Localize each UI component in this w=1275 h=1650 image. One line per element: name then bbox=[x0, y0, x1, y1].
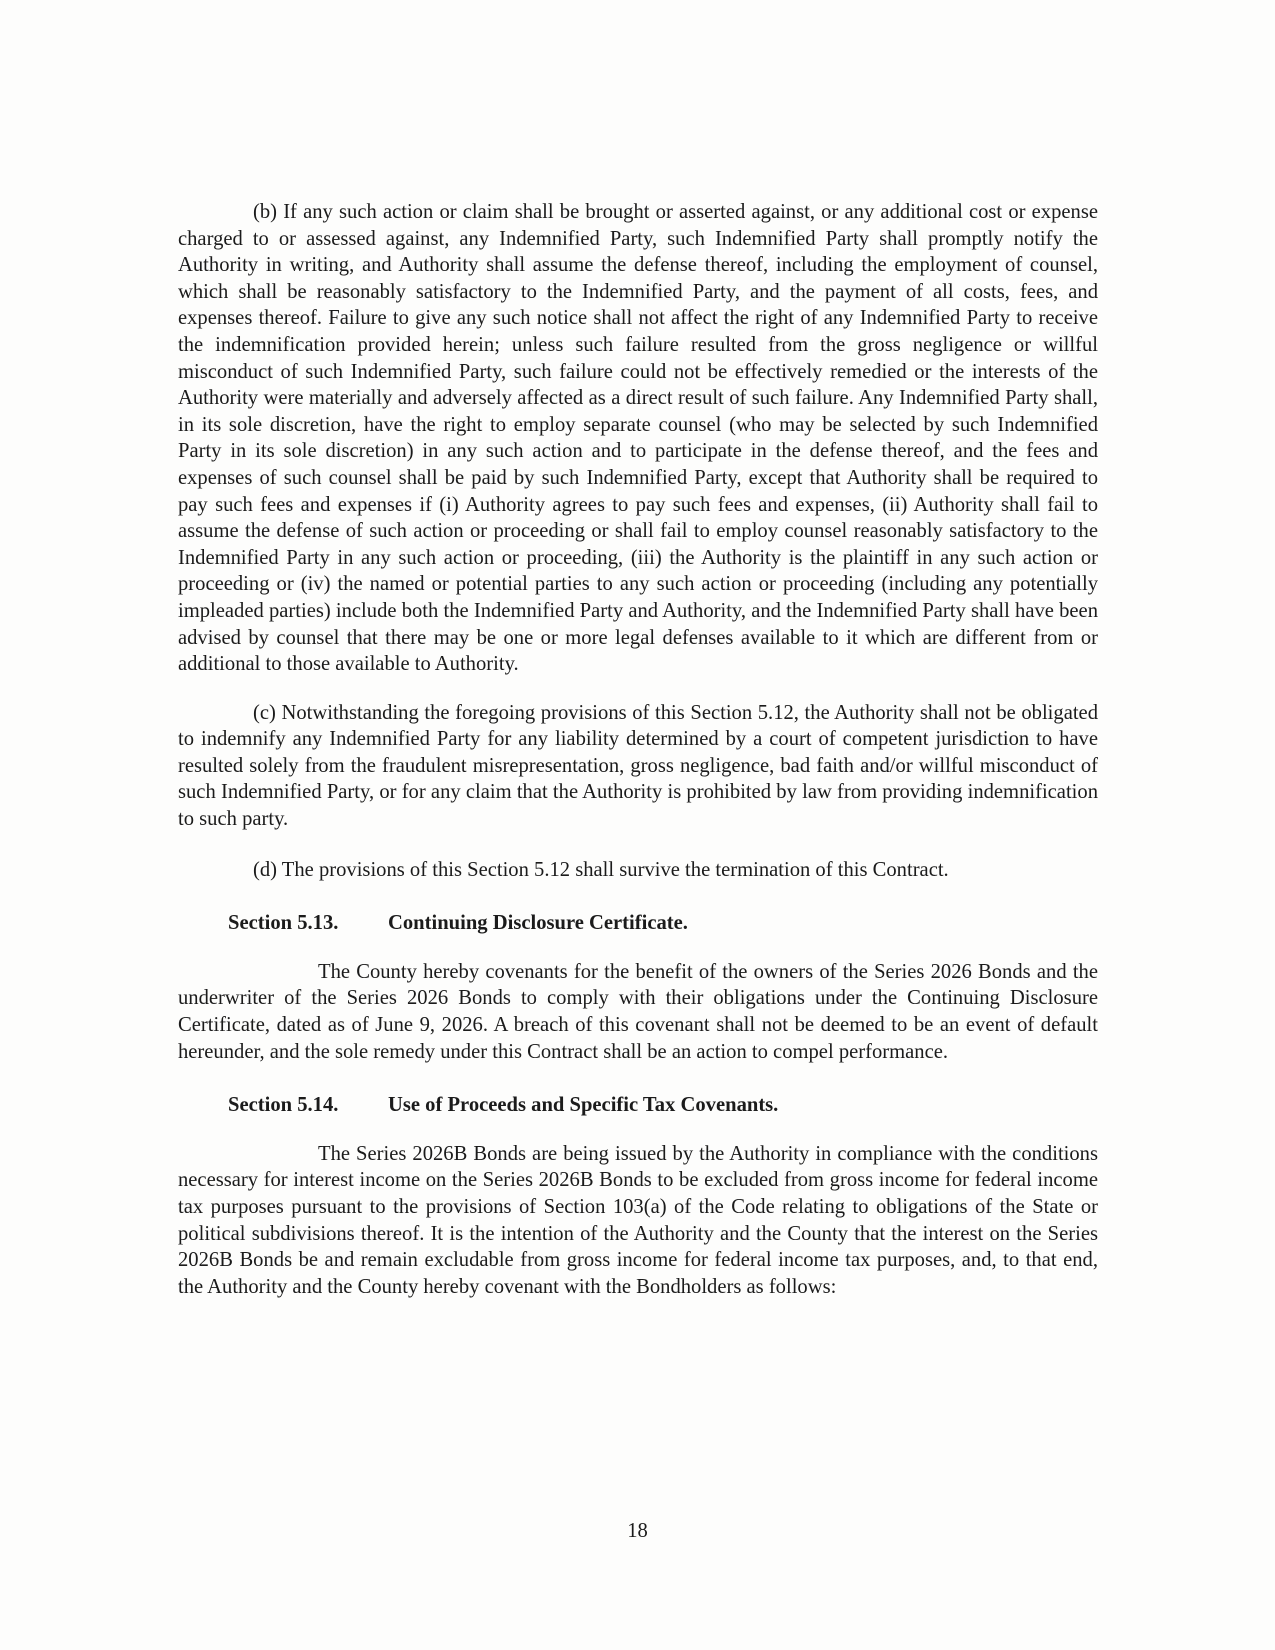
paragraph-c: (c) Notwithstanding the foregoing provisions of this Section 5.12, the Authority shall not be obligated to indemnify any Indemnified Party for any liability determined by a court of competent jurisdiction to have resulted solely from the fraudulent misrepresentation, gross negligence, bad faith and/or willful misconduct of such Indemnified Party, or for any claim that the Authority is prohibited by law from providing indemnification to such party. bbox=[178, 701, 1098, 831]
paragraph-b: (b) If any such action or claim shall be brought or asserted against, or any additional cost or expense charged to or assessed against, any Indemnified Party, such Indemnified Party shall promptly notify the Authority in writing, and Authority shall assume the defense thereof, including the employment of counsel, which shall be reasonably satisfactory to the Indemnified Party, and the payment of all costs, fees, and expenses thereof. Failure to give any such notice shall not affect the right of any Indemnified Party to receive the indemnification provided herein; unless such failure resulted from the gross negligence or willful misconduct of such Indemnified Party, such failure could not be effectively remedied or the interests of the Authority were materially and adversely affected as a direct result of such failure. Any Indemnified Party shall, in its sole discretion, have the right to employ separate counsel (who may be selected by such Indemnified Party in its sole discretion) in any such action and to participate in the defense thereof, and the fees and expenses of such counsel shall be paid by such Indemnified Party, except that Authority shall be required to pay such fees and expenses if (i) Authority agrees to pay such fees and expenses, (ii) Authority shall fail to assume the defense of such action or proceeding or shall fail to employ counsel reasonably satisfactory to the Indemnified Party in any such action or proceeding, (iii) the Authority is the plaintiff in any such action or proceeding or (iv) the named or potential parties to any such action or proceeding (including any potentially impleaded parties) include both the Indemnified Party and Authority, and the Indemnified Party shall have been advised by counsel that there may be one or more legal defenses available to it which are different from or additional to those available to Authority. bbox=[178, 201, 1098, 676]
section-5-14-heading bbox=[178, 1092, 1098, 1119]
page-body bbox=[178, 199, 1098, 1300]
section-5-13-heading bbox=[178, 910, 1098, 937]
section-5-13-title: Continuing Disclosure Certificate. bbox=[388, 912, 688, 935]
section-5-14-number: Section 5.14. bbox=[228, 1094, 339, 1117]
section-5-13-number: Section 5.13. bbox=[228, 912, 339, 935]
paragraph-d: (d) The provisions of this Section 5.12 shall survive the termination of this Contract. bbox=[253, 858, 949, 881]
section-5-14-title: Use of Proceeds and Specific Tax Covenants. bbox=[388, 1094, 779, 1117]
section-5-13-body: The County hereby covenants for the benefit of the owners of the Series 2026 Bonds and the underwriter of the Series 2026 Bonds to comply with their obligations under the Continuing Disclosure Certificate, dated as of June 9, 2026. A breach of this covenant shall not be deemed to be an event of default hereunder, and the sole remedy under this Contract shall be an action to compel performance. bbox=[178, 960, 1098, 1063]
section-5-14-body: The Series 2026B Bonds are being issued by the Authority in compliance with the conditions necessary for interest income on the Series 2026B Bonds to be excluded from gross income for federal income tax purposes pursuant to the provisions of Section 103(a) of the Code relating to obligations of the State or political subdivisions thereof. It is the intention of the Authority and the County that the interest on the Series 2026B Bonds be and remain excludable from gross income for federal income tax purposes, and, to that end, the Authority and the County hereby covenant with the Bondholders as follows: bbox=[178, 1142, 1098, 1298]
page-number: 18 bbox=[627, 1520, 648, 1542]
